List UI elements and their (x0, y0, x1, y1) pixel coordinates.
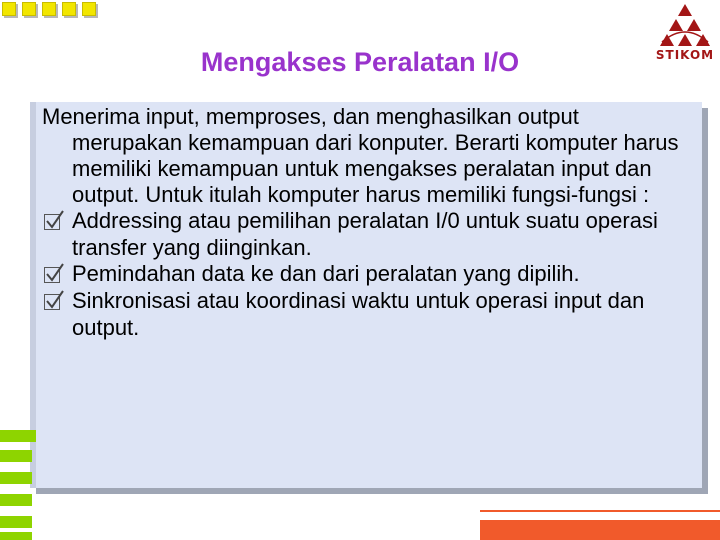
decorative-square (42, 2, 56, 16)
bullet-text: Pemindahan data ke dan dari peralatan yang dipilih. (72, 261, 580, 286)
checkbox-icon (42, 209, 72, 235)
decorative-bar (0, 472, 32, 484)
decorative-bar (0, 450, 32, 462)
decorative-corner-block (480, 520, 720, 540)
decorative-square (62, 2, 76, 16)
decorative-bar (0, 532, 32, 540)
logo-text: STIKOM (655, 48, 715, 62)
decorative-bars (0, 426, 40, 540)
slide-content (42, 104, 682, 341)
decorative-square (82, 2, 96, 16)
bullet-item (42, 261, 682, 288)
slide-title: Mengakses Peralatan I/O (200, 47, 520, 77)
decorative-bar (0, 430, 36, 442)
decorative-bar (0, 516, 32, 528)
decorative-squares (0, 0, 120, 24)
bullet-text: Addressing atau pemilihan peralatan I/0 untuk suatu operasi transfer yang diinginkan. (72, 208, 658, 260)
bullet-item (42, 208, 682, 261)
decorative-square (22, 2, 36, 16)
decorative-bar (0, 494, 32, 506)
bullet-item (42, 288, 682, 341)
decorative-square (2, 2, 16, 16)
decorative-line (480, 510, 720, 512)
intro-paragraph: Menerima input, memproses, dan menghasilkan output merupakan kemampuan dari konputer. Berarti komputer harus memiliki kemampuan untuk mengakses peralatan input dan output. Untuk itulah komputer harus memiliki fungsi-fungsi : (42, 104, 679, 207)
checkbox-icon (42, 262, 72, 288)
bullet-text: Sinkronisasi atau koordinasi waktu untuk operasi input dan output. (72, 288, 645, 340)
checkbox-icon (42, 289, 72, 315)
